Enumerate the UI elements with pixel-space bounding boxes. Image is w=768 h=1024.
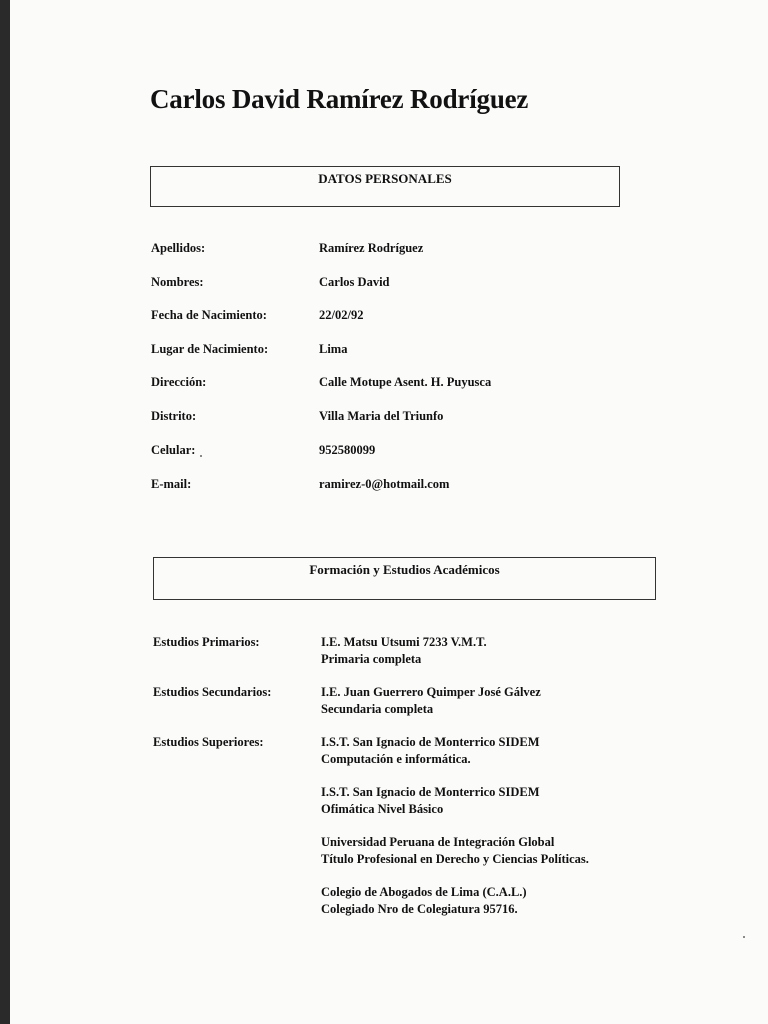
primary-entry — [321, 634, 487, 668]
primary-status: Primaria completa — [321, 652, 422, 666]
superior-institution-3: Universidad Peruana de Integración Global — [321, 835, 555, 849]
value-fecha-nacimiento: 22/02/92 — [319, 308, 364, 322]
label-celular: Celular: — [151, 443, 196, 457]
education-header: Formación y Estudios Académicos — [309, 562, 500, 577]
label-apellidos: Apellidos: — [151, 241, 206, 255]
primary-school: I.E. Matsu Utsumi 7233 V.M.T. — [321, 635, 487, 649]
superior-institution-2: I.S.T. San Ignacio de Monterrico SIDEM — [321, 785, 540, 799]
value-nombres: Carlos David — [319, 275, 390, 289]
superior-institution-1: I.S.T. San Ignacio de Monterrico SIDEM — [321, 735, 540, 749]
label-estudios-secundarios: Estudios Secundarios: — [153, 685, 272, 699]
secondary-status: Secundaria completa — [321, 702, 434, 716]
label-distrito: Distrito: — [151, 409, 197, 423]
person-name: Carlos David Ramírez Rodríguez — [150, 84, 529, 114]
label-nombres: Nombres: — [151, 275, 204, 289]
secondary-entry — [321, 684, 541, 718]
superior-institution-4: Colegio de Abogados de Lima (C.A.L.) — [321, 885, 527, 899]
value-direccion: Calle Motupe Asent. H. Puyusca — [319, 375, 492, 389]
scan-speck — [200, 455, 202, 457]
education-header-box — [153, 557, 656, 600]
superior-entry-2 — [321, 784, 540, 818]
label-estudios-primarios: Estudios Primarios: — [153, 635, 260, 649]
value-email: ramirez-0@hotmail.com — [319, 477, 450, 491]
superior-program-2: Ofimática Nivel Básico — [321, 802, 444, 816]
label-estudios-superiores: Estudios Superiores: — [153, 735, 264, 749]
document-page — [10, 0, 768, 1024]
superior-entry-3 — [321, 834, 589, 868]
value-distrito: Villa Maria del Triunfo — [319, 409, 444, 423]
label-email: E-mail: — [151, 477, 192, 491]
secondary-school: I.E. Juan Guerrero Quimper José Gálvez — [321, 685, 541, 699]
superior-entry-1 — [321, 734, 540, 768]
label-direccion: Dirección: — [151, 375, 207, 389]
value-apellidos: Ramírez Rodríguez — [319, 241, 424, 255]
superior-program-3: Título Profesional en Derecho y Ciencias Políticas. — [321, 852, 589, 866]
superior-entry-4 — [321, 884, 527, 918]
superior-program-4: Colegiado Nro de Colegiatura 95716. — [321, 902, 518, 916]
value-celular: 952580099 — [319, 443, 376, 457]
scan-speck — [743, 936, 745, 938]
value-lugar-nacimiento: Lima — [319, 342, 348, 356]
superior-program-1: Computación e informática. — [321, 752, 471, 766]
label-fecha-nacimiento: Fecha de Nacimiento: — [151, 308, 267, 322]
personal-data-header-box — [150, 166, 620, 207]
label-lugar-nacimiento: Lugar de Nacimiento: — [151, 342, 269, 356]
personal-data-header: DATOS PERSONALES — [318, 171, 452, 186]
